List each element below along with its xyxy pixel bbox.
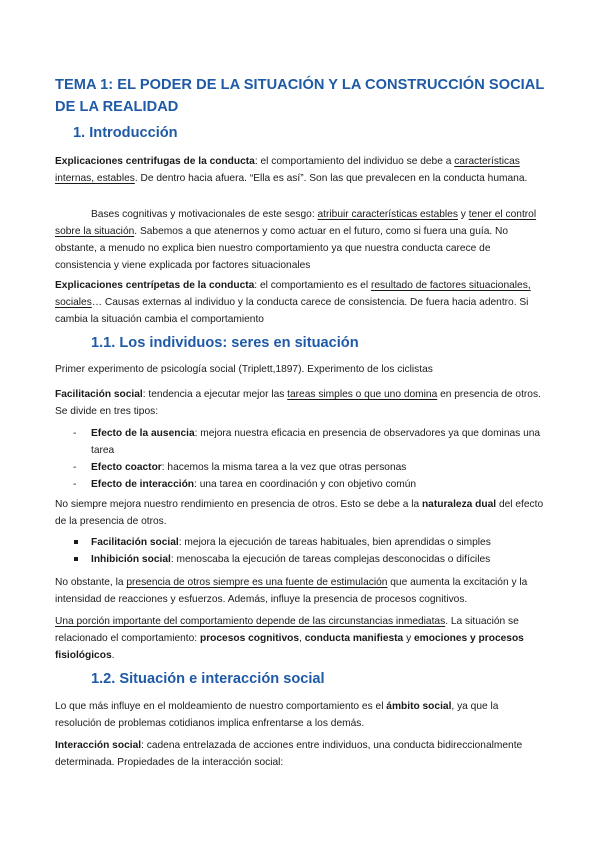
list-item-term: Inhibición social — [91, 554, 171, 565]
list-item — [55, 534, 545, 551]
text: , — [299, 633, 305, 644]
square-bullet — [74, 557, 78, 561]
term-facilitacion-social: Facilitación social — [55, 389, 143, 400]
section-heading-introduccion: 1. Introducción — [73, 125, 178, 141]
underlined-text: presencia de otros siempre es una fuente de estimulación — [126, 577, 388, 588]
paragraph-circunstancias — [55, 613, 545, 664]
paragraph-centrifugas — [55, 153, 545, 187]
paragraph-triplett: Primer experimento de psicología social (Triplett,1897). Experimento de los ciclistas — [55, 364, 433, 375]
text: : el comportamiento es el — [254, 280, 371, 291]
paragraph-interaccion-social — [55, 737, 545, 771]
paragraph-naturaleza-dual — [55, 496, 545, 530]
text: . Sabemos a que atenernos y como actuar en el futuro, como si fuera una guía. No obstante, a menudo no explica bien nuestro comportamiento ya que nuestra conducta carece de consistencia y viene explicada por factores situacionales — [55, 226, 509, 271]
text: : el comportamiento del individuo se debe a — [254, 156, 455, 167]
paragraph-ambito-social — [55, 698, 545, 732]
list-item — [55, 551, 545, 568]
text: y — [403, 633, 414, 644]
list-item-text: : hacemos la misma tarea a la vez que otras personas — [161, 462, 407, 473]
list-item — [55, 459, 545, 476]
underlined-text: características internas, estables — [55, 156, 520, 184]
list-item-term: Efecto coactor — [91, 462, 162, 473]
text: en presencia de otros. Se divide en tres tipos: — [55, 389, 541, 417]
square-list-facilitacion-inhibicion — [55, 534, 545, 568]
text: que aumenta la excitación y la intensidad de reacciones y esfuerzos. Además, influye la presencia de procesos cognitivos. — [55, 577, 528, 605]
underlined-text: tareas simples o que uno domina — [287, 389, 438, 400]
dash-list-efectos — [55, 425, 545, 493]
dash-bullet: - — [73, 479, 77, 490]
paragraph-centripetas — [55, 277, 545, 328]
text: No siempre mejora nuestro rendimiento en presencia de otros. Esto se debe a la — [55, 499, 422, 510]
text: del efecto de la presencia de otros. — [55, 499, 544, 527]
text: : cadena entrelazada de acciones entre individuos, una conducta bidireccionalmente determinada. Propiedades de la interacción social: — [55, 740, 523, 768]
text: … Causas externas al individuo y la conducta carece de consistencia. De fuera hacia adentro. Si cambia la situación cambia el comportamiento — [55, 297, 529, 325]
list-item-term: Facilitación social — [91, 537, 179, 548]
text: : tendencia a ejecutar mejor las — [142, 389, 288, 400]
text: Bases cognitivas y motivacionales de este sesgo: — [91, 209, 318, 220]
dash-bullet: - — [73, 462, 77, 473]
square-bullet — [74, 540, 78, 544]
paragraph-bases-cognitivas — [55, 206, 545, 274]
term-centrifugas: Explicaciones centrifugas de la conducta — [55, 156, 255, 167]
section-heading-situacion: 1.2. Situación e interacción social — [91, 671, 325, 687]
term-procesos-cognitivos: procesos cognitivos — [199, 633, 300, 644]
list-item-text: : mejora la ejecución de tareas habituales, bien aprendidas o simples — [178, 537, 491, 548]
term-interaccion-social: Interacción social — [55, 740, 142, 751]
list-item — [55, 476, 545, 493]
list-item — [55, 425, 545, 459]
term-naturaleza-dual: naturaleza dual — [421, 499, 497, 510]
paragraph-facilitacion — [55, 386, 545, 420]
term-ambito-social: ámbito social — [386, 701, 452, 712]
text: . — [111, 650, 115, 661]
term-conducta-manifiesta: conducta manifiesta — [304, 633, 404, 644]
list-item-text: : menoscaba la ejecución de tareas complejas desconocidas o difíciles — [170, 554, 491, 565]
term-emociones: emociones y procesos fisiológicos — [55, 633, 524, 661]
text: y — [457, 209, 469, 220]
underlined-text: Una porción importante del comportamiento depende de las circunstancias inmediatas — [55, 616, 446, 627]
underlined-text: tener el control sobre la situación — [55, 209, 537, 237]
page-title: TEMA 1: EL PODER DE LA SITUACIÓN Y LA CONSTRUCCIÓN SOCIAL DE LA REALIDAD — [55, 77, 545, 115]
term-centripetas: Explicaciones centrípetas de la conducta — [55, 280, 255, 291]
list-item-text: : una tarea en coordinación y con objetivo común — [194, 479, 417, 490]
list-item-term: Efecto de la ausencia — [91, 428, 195, 439]
text: , ya que la resolución de problemas cotidianos implica enfrentarse a los demás. — [55, 701, 499, 729]
text: No obstante, la — [55, 577, 127, 588]
list-item-term: Efecto de interacción — [91, 479, 195, 490]
paragraph-estimulacion — [55, 574, 545, 608]
text: . De dentro hacia afuera. “Ella es así”. Son las que prevalecen en la conducta humana. — [134, 173, 528, 184]
underlined-text: atribuir características estables — [317, 209, 458, 220]
text: . La situación se relacionado el comportamiento: — [55, 616, 519, 644]
text: Lo que más influye en el moldeamiento de nuestro comportamiento es el — [55, 701, 387, 712]
section-heading-individuos: 1.1. Los individuos: seres en situación — [91, 335, 359, 351]
dash-bullet: - — [73, 428, 77, 439]
underlined-text: resultado de factores situacionales, sociales — [55, 280, 531, 308]
list-item-text: : mejora nuestra eficacia en presencia de observadores ya que dominas una tarea — [91, 428, 541, 456]
